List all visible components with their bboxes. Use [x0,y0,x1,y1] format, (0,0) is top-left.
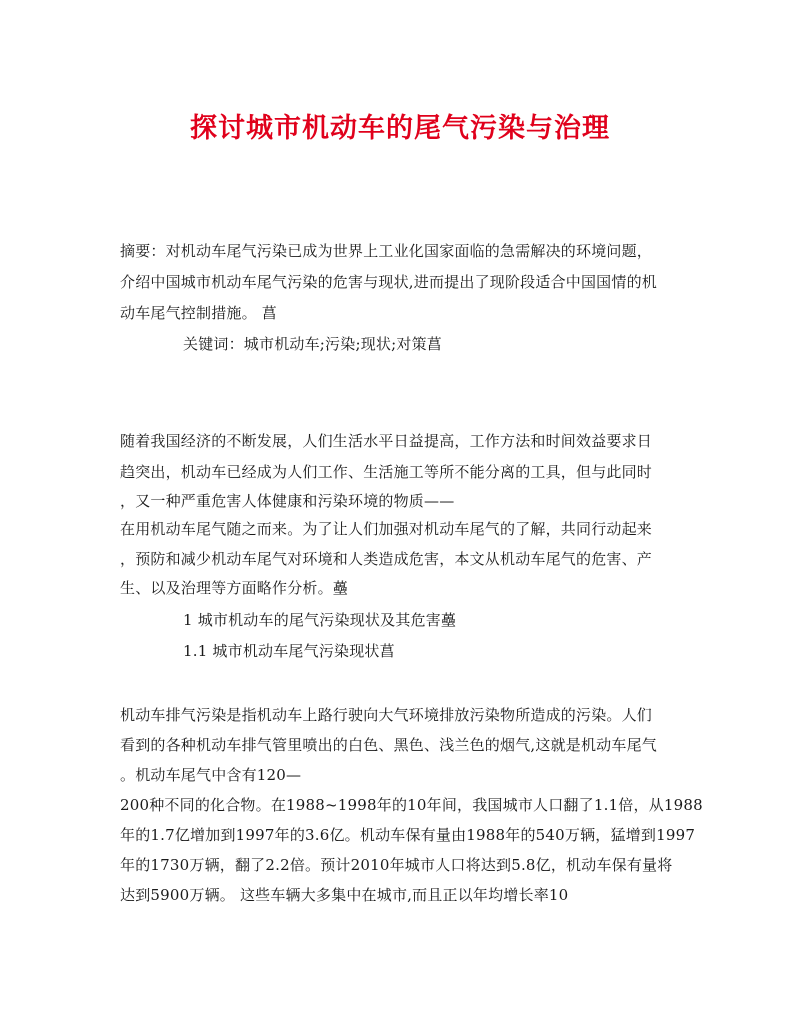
intro-line: 生、以及治理等方面略作分析。蘲 [120,579,349,597]
subsection-heading: 1.1 城市机动车尾气污染现状菖 [183,642,395,660]
keywords-line: 关键词：城市机动车;污染;现状;对策菖 [183,335,442,353]
intro-line: ，预防和减少机动车尾气对环境和人类造成危害，本文从机动车尾气的危害、产 [120,550,653,568]
intro-line: ，又一种严重危害人体健康和污染环境的物质—— [120,492,455,510]
body-line: 年的1.7亿增加到1997年的3.6亿。机动车保有量由1988年的540万辆，猛增到1997 [120,826,696,844]
body-line: 。机动车尾气中含有120— [120,766,302,784]
intro-line: 趋突出，机动车已经成为人们工作、生活施工等所不能分离的工具，但与此同时 [120,463,653,481]
section-heading: 1 城市机动车的尾气污染现状及其危害蘲 [183,611,457,629]
abstract-line: 动车尾气控制措施。 菖 [120,304,277,322]
body-line: 200种不同的化合物。在1988~1998年的10年间，我国城市人口翻了1.1倍，从1988 [120,796,703,814]
intro-line: 在用机动车尾气随之而来。为了让人们加强对机动车尾气的了解，共同行动起来 [120,520,653,538]
body-line: 机动车排气污染是指机动车上路行驶向大气环境排放污染物所造成的污染。人们 [120,706,653,724]
abstract-line: 摘要：对机动车尾气污染已成为世界上工业化国家面临的急需解决的环境问题， [120,242,653,260]
abstract-line: 介绍中国城市机动车尾气污染的危害与现状,进而提出了现阶段适合中国国情的机 [120,273,657,291]
intro-line: 随着我国经济的不断发展，人们生活水平日益提高，工作方法和时间效益要求日 [120,432,653,450]
body-line: 年的1730万辆，翻了2.2倍。预计2010年城市人口将达到5.8亿，机动车保有量将 [120,856,673,874]
body-line: 达到5900万辆。 这些车辆大多集中在城市,而且正以年均增长率10 [120,886,569,904]
document-title: 探讨城市机动车的尾气污染与治理 [190,113,610,144]
body-line: 看到的各种机动车排气管里喷出的白色、黑色、浅兰色的烟气,这就是机动车尾气 [120,736,657,754]
